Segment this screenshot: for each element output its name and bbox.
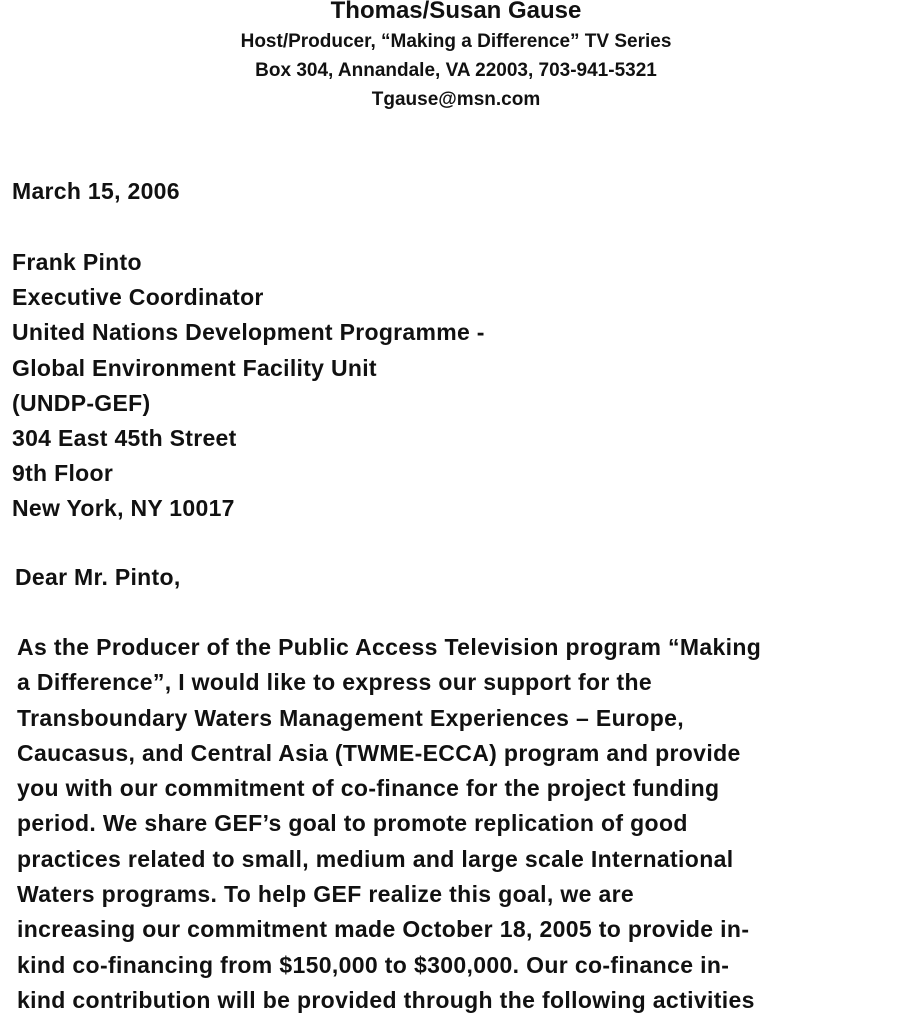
letterhead-email: Tgause@msn.com: [371, 89, 541, 110]
body-line: kind contribution will be provided through the following activities: [17, 986, 755, 1013]
recipient-address: [12, 245, 485, 527]
salutation: Dear Mr. Pinto,: [15, 564, 181, 590]
letterhead-title-line: Host/Producer, “Making a Difference” TV Series: [240, 31, 672, 52]
recipient-title: Executive Coordinator: [12, 284, 264, 311]
recipient-city: New York, NY 10017: [12, 495, 235, 522]
body-line: Transboundary Waters Management Experiences – Europe,: [17, 704, 685, 731]
letter-body: [17, 630, 912, 1018]
letterhead-address-line: Box 304, Annandale, VA 22003, 703-941-5321: [255, 60, 657, 81]
body-line: practices related to small, medium and large scale International: [17, 845, 734, 872]
body-line: kind co-financing from $150,000 to $300,000. Our co-finance in-: [17, 951, 730, 978]
body-line: Caucasus, and Central Asia (TWME-ECCA) program and provide: [17, 739, 741, 766]
recipient-name: Frank Pinto: [12, 249, 142, 275]
body-line: As the Producer of the Public Access Television program “Making: [17, 634, 762, 660]
body-line: a Difference”, I would like to express our support for the: [17, 669, 653, 696]
letterhead: [0, 0, 912, 114]
body-line: you with our commitment of co-finance for the project funding: [17, 775, 720, 802]
body-line: period. We share GEF’s goal to promote replication of good: [17, 810, 688, 837]
recipient-abbreviation: (UNDP-GEF): [12, 389, 151, 416]
letterhead-name: Thomas/Susan Gause: [330, 0, 582, 24]
recipient-organization: United Nations Development Programme -: [12, 319, 485, 346]
recipient-unit: Global Environment Facility Unit: [12, 354, 377, 381]
letter-date: March 15, 2006: [12, 178, 180, 204]
recipient-street: 304 East 45th Street: [12, 425, 237, 452]
recipient-floor: 9th Floor: [12, 460, 114, 487]
body-line: increasing our commitment made October 18, 2005 to provide in-: [17, 916, 750, 943]
body-line: Waters programs. To help GEF realize this goal, we are: [17, 881, 635, 908]
